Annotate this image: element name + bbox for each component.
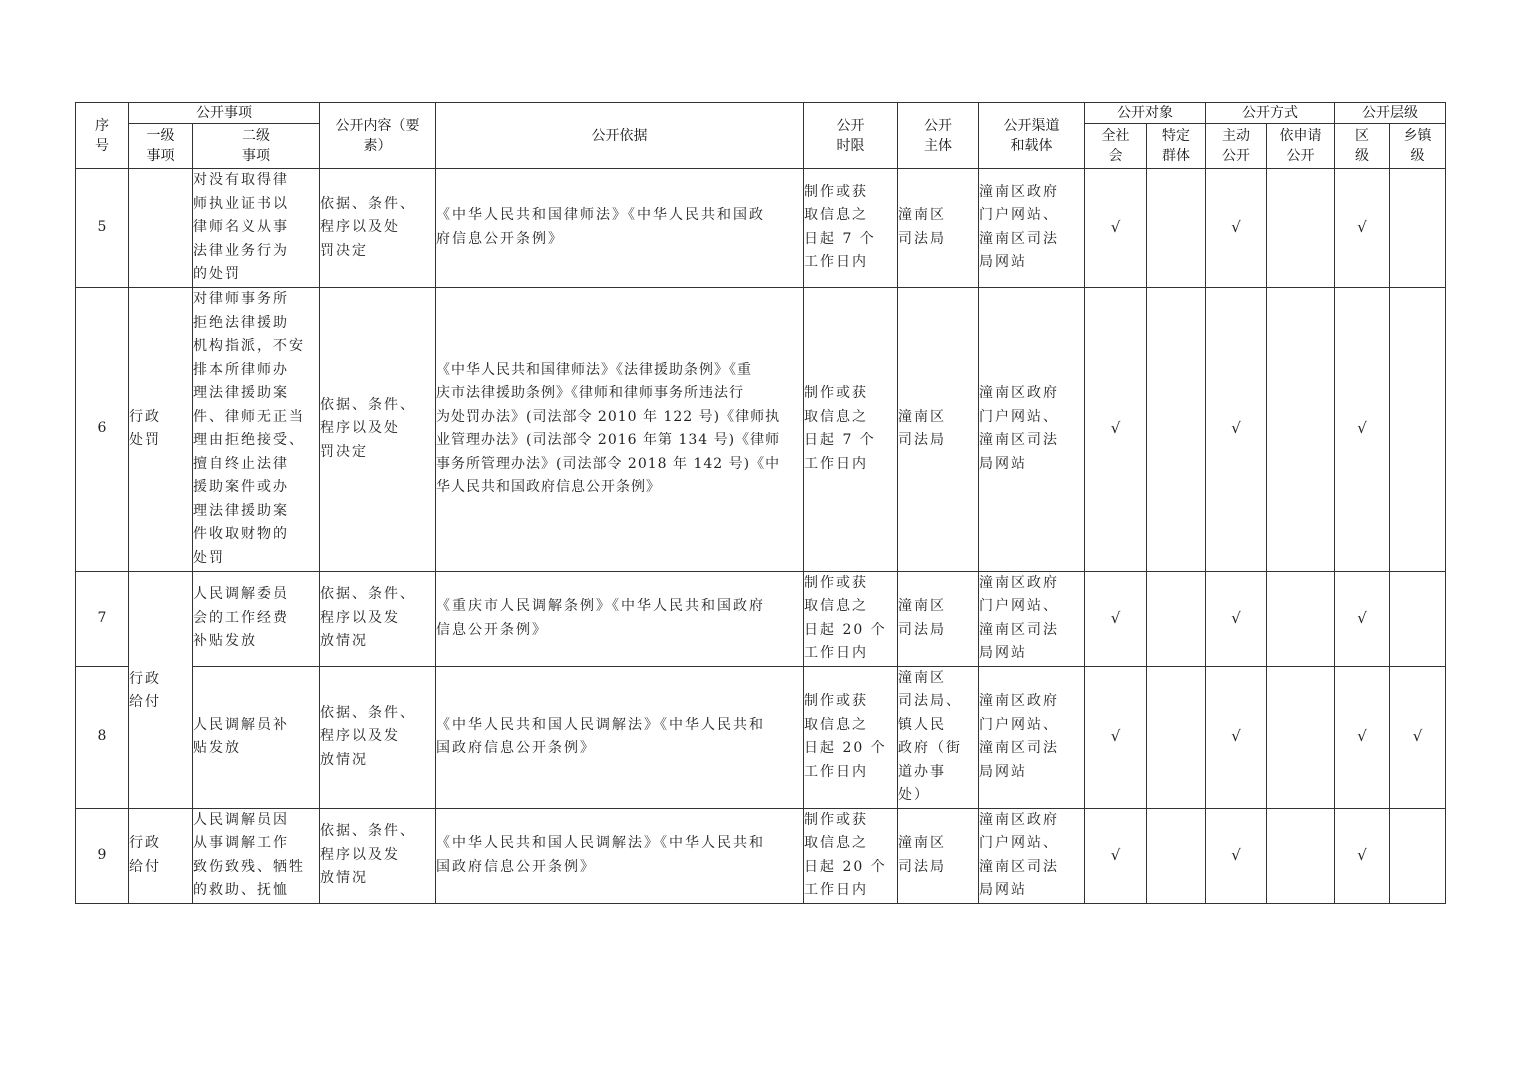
time-limit-cell: 制作或获 取信息之 日起 7 个 工作日内 bbox=[804, 287, 898, 571]
content-cell: 依据、条件、 程序以及处 罚决定 bbox=[320, 287, 436, 571]
header-time-limit: 公开时限 bbox=[804, 103, 898, 169]
row-seq: 7 bbox=[76, 571, 129, 666]
row-seq: 6 bbox=[76, 287, 129, 571]
level1-cell bbox=[129, 169, 193, 288]
check-mode-active: √ bbox=[1206, 169, 1267, 288]
header-mode-request: 依申请公开 bbox=[1267, 124, 1335, 169]
level1-cell: 行政 处罚 bbox=[129, 287, 193, 571]
subject-cell: 潼南区 司法局 bbox=[898, 571, 979, 666]
header-mode-group: 公开方式 bbox=[1206, 103, 1335, 124]
header-content: 公开内容（要素） bbox=[320, 103, 436, 169]
disclosure-table bbox=[75, 102, 1446, 904]
check-target-specific bbox=[1147, 808, 1206, 903]
check-level-town bbox=[1390, 287, 1446, 571]
check-mode-request bbox=[1267, 169, 1335, 288]
header-target-all: 全社会 bbox=[1085, 124, 1147, 169]
channel-cell: 潼南区政府 门户网站、 潼南区司法 局网站 bbox=[979, 666, 1085, 808]
check-level-district: √ bbox=[1335, 287, 1390, 571]
basis-cell: 《重庆市人民调解条例》《中华人民共和国政府 信息公开条例》 bbox=[436, 571, 804, 666]
check-level-town: √ bbox=[1390, 666, 1446, 808]
check-target-all: √ bbox=[1085, 808, 1147, 903]
time-limit-cell: 制作或获 取信息之 日起 20 个 工作日内 bbox=[804, 666, 898, 808]
level2-cell: 人民调解员因 从事调解工作 致伤致残、牺牲 的救助、抚恤 bbox=[193, 808, 320, 903]
basis-cell: 《中华人民共和国律师法》《法律援助条例》《重 庆市法律援助条例》《律师和律师事务所违法行 为处罚办法》(司法部令 2010 年 122 号)《律师执 业管理办法》(司法部令 2016 年第 134 号)《律师 事务所管理办法》(司法部令 2018 年 142 号)《中 华人民共和国政府信息公开条例》 bbox=[436, 287, 804, 571]
check-mode-request bbox=[1267, 287, 1335, 571]
header-subject: 公开主体 bbox=[898, 103, 979, 169]
check-level-town bbox=[1390, 169, 1446, 288]
content-cell: 依据、条件、 程序以及发 放情况 bbox=[320, 808, 436, 903]
time-limit-cell: 制作或获 取信息之 日起 20 个 工作日内 bbox=[804, 808, 898, 903]
check-mode-active: √ bbox=[1206, 808, 1267, 903]
row-seq: 9 bbox=[76, 808, 129, 903]
level2-cell: 人民调解员补 贴发放 bbox=[193, 666, 320, 808]
level2-cell: 对没有取得律 师执业证书以 律师名义从事 法律业务行为 的处罚 bbox=[193, 169, 320, 288]
content-cell: 依据、条件、 程序以及处 罚决定 bbox=[320, 169, 436, 288]
subject-cell: 潼南区 司法局 bbox=[898, 169, 979, 288]
basis-cell: 《中华人民共和国人民调解法》《中华人民共和 国政府信息公开条例》 bbox=[436, 808, 804, 903]
check-target-specific bbox=[1147, 169, 1206, 288]
check-mode-active: √ bbox=[1206, 571, 1267, 666]
header-level2: 二级事项 bbox=[193, 124, 320, 169]
level1-cell: 行政 给付 bbox=[129, 571, 193, 808]
check-target-specific bbox=[1147, 666, 1206, 808]
check-level-district: √ bbox=[1335, 169, 1390, 288]
check-target-all: √ bbox=[1085, 571, 1147, 666]
subject-cell: 潼南区 司法局 bbox=[898, 287, 979, 571]
check-level-district: √ bbox=[1335, 571, 1390, 666]
check-target-all: √ bbox=[1085, 666, 1147, 808]
table-row bbox=[76, 571, 1446, 666]
time-limit-cell: 制作或获 取信息之 日起 20 个 工作日内 bbox=[804, 571, 898, 666]
level2-cell: 对律师事务所 拒绝法律援助 机构指派，不安 排本所律师办 理法律援助案 件、律师无正当 理由拒绝接受、 擅自终止法律 援助案件或办 理法律援助案 件收取财物的 处罚 bbox=[193, 287, 320, 571]
check-mode-active: √ bbox=[1206, 287, 1267, 571]
check-level-district: √ bbox=[1335, 666, 1390, 808]
check-mode-request bbox=[1267, 571, 1335, 666]
channel-cell: 潼南区政府 门户网站、 潼南区司法 局网站 bbox=[979, 287, 1085, 571]
channel-cell: 潼南区政府 门户网站、 潼南区司法 局网站 bbox=[979, 169, 1085, 288]
header-basis: 公开依据 bbox=[436, 103, 804, 169]
content-cell: 依据、条件、 程序以及发 放情况 bbox=[320, 666, 436, 808]
header-seq: 序号 bbox=[76, 103, 129, 169]
row-seq: 8 bbox=[76, 666, 129, 808]
check-target-all: √ bbox=[1085, 287, 1147, 571]
channel-cell: 潼南区政府 门户网站、 潼南区司法 局网站 bbox=[979, 571, 1085, 666]
level2-cell: 人民调解委员 会的工作经费 补贴发放 bbox=[193, 571, 320, 666]
channel-cell: 潼南区政府 门户网站、 潼南区司法 局网站 bbox=[979, 808, 1085, 903]
check-level-district: √ bbox=[1335, 808, 1390, 903]
subject-cell: 潼南区 司法局、 镇人民 政府（街 道办事 处） bbox=[898, 666, 979, 808]
header-level-town: 乡镇级 bbox=[1390, 124, 1446, 169]
table-row bbox=[76, 666, 1446, 808]
level1-cell: 行政 给付 bbox=[129, 808, 193, 903]
header-level-district: 区级 bbox=[1335, 124, 1390, 169]
header-level-group: 公开层级 bbox=[1335, 103, 1446, 124]
basis-cell: 《中华人民共和国律师法》《中华人民共和国政 府信息公开条例》 bbox=[436, 169, 804, 288]
check-level-town bbox=[1390, 571, 1446, 666]
check-target-all: √ bbox=[1085, 169, 1147, 288]
header-target-specific: 特定群体 bbox=[1147, 124, 1206, 169]
table-row bbox=[76, 169, 1446, 288]
check-target-specific bbox=[1147, 571, 1206, 666]
check-level-town bbox=[1390, 808, 1446, 903]
header-level1: 一级事项 bbox=[129, 124, 193, 169]
header-target-group: 公开对象 bbox=[1085, 103, 1206, 124]
header-mode-active: 主动公开 bbox=[1206, 124, 1267, 169]
check-mode-active: √ bbox=[1206, 666, 1267, 808]
check-target-specific bbox=[1147, 287, 1206, 571]
check-mode-request bbox=[1267, 666, 1335, 808]
row-seq: 5 bbox=[76, 169, 129, 288]
basis-cell: 《中华人民共和国人民调解法》《中华人民共和 国政府信息公开条例》 bbox=[436, 666, 804, 808]
check-mode-request bbox=[1267, 808, 1335, 903]
table-row bbox=[76, 287, 1446, 571]
header-channel: 公开渠道和载体 bbox=[979, 103, 1085, 169]
table-row bbox=[76, 808, 1446, 903]
time-limit-cell: 制作或获 取信息之 日起 7 个 工作日内 bbox=[804, 169, 898, 288]
header-items-group: 公开事项 bbox=[129, 103, 320, 124]
content-cell: 依据、条件、 程序以及发 放情况 bbox=[320, 571, 436, 666]
subject-cell: 潼南区 司法局 bbox=[898, 808, 979, 903]
